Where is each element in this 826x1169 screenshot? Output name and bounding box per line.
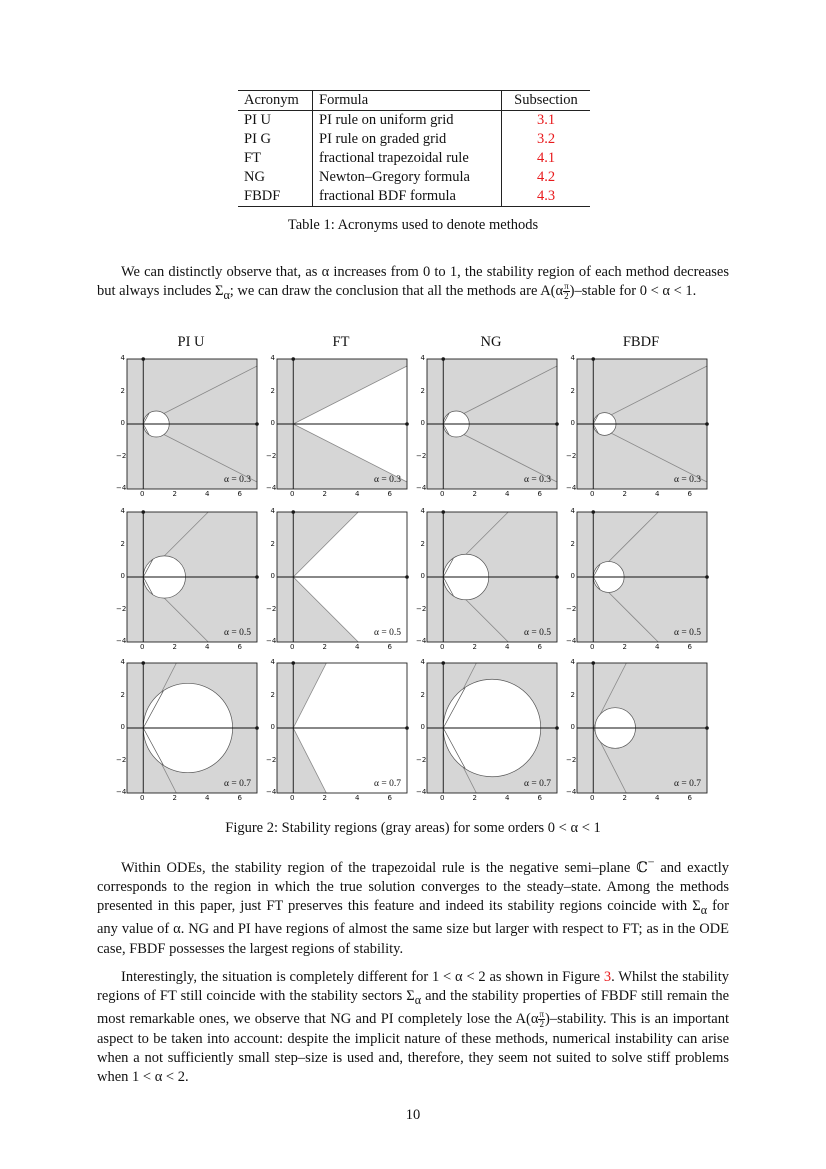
stability-plot (576, 511, 708, 643)
x-tick-label: 6 (537, 643, 542, 651)
x-tick-label: 6 (387, 794, 392, 802)
x-tick-label: 4 (205, 643, 210, 651)
x-tick-label: 0 (590, 490, 595, 498)
table-header-row (238, 91, 590, 111)
y-tick-label: 4 (120, 658, 125, 666)
table-cell-formula: fractional BDF formula (313, 187, 502, 207)
x-tick-label: 2 (622, 794, 627, 802)
alpha-label: α = 0.3 (674, 475, 701, 485)
y-tick-label: 0 (420, 419, 425, 427)
x-tick-label: 4 (505, 643, 510, 651)
stability-panel (566, 354, 706, 498)
table-cell-acronym: FBDF (238, 187, 313, 207)
text-run: Within ODEs, the stability region of the trapezoidal rule is the negative semi–plane ℂ (121, 859, 648, 876)
subsection-link[interactable]: 4.3 (536, 188, 556, 204)
y-tick-label: 0 (120, 419, 125, 427)
x-tick-label: 0 (290, 643, 295, 651)
table-cell-formula: PI rule on graded grid (313, 130, 502, 149)
stability-panel (416, 507, 556, 651)
y-tick-label: 2 (570, 539, 575, 548)
stability-panel (116, 658, 256, 802)
alpha-label: α = 0.7 (674, 779, 701, 789)
y-tick-label: 0 (570, 723, 575, 731)
table-header: Subsection (514, 92, 578, 108)
y-tick-label: 4 (420, 658, 425, 666)
y-tick-label: 4 (570, 658, 575, 666)
fraction-denominator: 2 (539, 1019, 544, 1030)
y-tick-label: −4 (416, 484, 427, 492)
subsection-link[interactable]: 3.1 (536, 112, 556, 128)
table-cell-formula: fractional trapezoidal rule (313, 149, 502, 168)
y-tick-label: 4 (270, 354, 275, 362)
x-tick-label: 0 (440, 794, 445, 802)
y-tick-label: −4 (116, 788, 127, 796)
text-run: and the stability properties of FBDF still remain the most remarkable ones, we observe that NG and PI completely lose the A(α (97, 988, 729, 1028)
x-tick-label: 4 (355, 794, 360, 802)
table-cell-formula: PI rule on uniform grid (313, 111, 502, 131)
y-tick-label: −2 (116, 451, 127, 460)
paragraph-ode-comparison (97, 853, 729, 959)
stability-panel (116, 354, 256, 498)
x-tick-label: 0 (140, 643, 145, 651)
y-tick-label: 2 (420, 386, 425, 395)
alpha-label: α = 0.3 (224, 475, 251, 485)
alpha-label: α = 0.7 (224, 779, 251, 789)
x-tick-label: 0 (590, 794, 595, 802)
x-tick-label: 4 (655, 643, 660, 651)
alpha-label: α = 0.3 (524, 475, 551, 485)
y-tick-label: 2 (270, 386, 275, 395)
figure-3-link[interactable]: 3 (603, 969, 612, 985)
y-tick-label: 4 (270, 507, 275, 515)
stability-plot (126, 662, 258, 794)
x-tick-label: 6 (687, 643, 692, 651)
y-tick-label: −2 (566, 604, 577, 613)
x-tick-label: 0 (590, 643, 595, 651)
y-tick-label: −2 (266, 755, 277, 764)
x-tick-label: 6 (537, 490, 542, 498)
subsection-link[interactable]: 4.1 (536, 150, 556, 166)
y-tick-label: 2 (420, 690, 425, 699)
y-tick-label: −2 (116, 755, 127, 764)
y-tick-label: 0 (420, 723, 425, 731)
x-tick-label: 2 (622, 643, 627, 651)
y-tick-label: −4 (116, 637, 127, 645)
text-run: Interestingly, the situation is completely different for 1 < α < 2 as shown in Figure (121, 969, 604, 985)
text-run: ; we can draw the conclusion that all the methods are A(α (229, 283, 564, 300)
y-tick-label: −4 (566, 637, 577, 645)
y-tick-label: 4 (570, 354, 575, 362)
y-tick-label: −4 (266, 637, 277, 645)
x-tick-label: 2 (172, 490, 177, 498)
y-tick-label: −4 (416, 788, 427, 796)
y-tick-label: 0 (270, 572, 275, 580)
stability-plot (426, 662, 558, 794)
stability-plot (126, 511, 258, 643)
y-tick-label: −2 (416, 604, 427, 613)
x-tick-label: 6 (387, 643, 392, 651)
y-tick-label: 2 (120, 690, 125, 699)
y-tick-label: 2 (570, 690, 575, 699)
stability-plot (576, 358, 708, 490)
x-tick-label: 2 (622, 490, 627, 498)
alpha-label: α = 0.5 (374, 628, 401, 638)
y-tick-label: −4 (266, 484, 277, 492)
table-cell-acronym: PI U (238, 111, 313, 131)
stability-plot (576, 662, 708, 794)
stability-plot (276, 662, 408, 794)
column-title: FT (332, 334, 350, 350)
stability-plot (426, 511, 558, 643)
stability-panel (266, 354, 406, 498)
x-tick-label: 4 (205, 490, 210, 498)
table-cell-formula: Newton–Gregory formula (313, 168, 502, 187)
y-tick-label: 4 (120, 354, 125, 362)
y-tick-label: 4 (570, 507, 575, 515)
x-tick-label: 2 (472, 794, 477, 802)
stability-panel (116, 507, 256, 651)
x-tick-label: 2 (172, 643, 177, 651)
table-row (238, 111, 590, 131)
y-tick-label: 0 (120, 572, 125, 580)
y-tick-label: −2 (416, 451, 427, 460)
y-tick-label: 4 (120, 507, 125, 515)
y-tick-label: −2 (266, 604, 277, 613)
x-tick-label: 2 (472, 643, 477, 651)
table-row (238, 130, 590, 149)
alpha-label: α = 0.5 (524, 628, 551, 638)
column-title: NG (480, 334, 502, 350)
stability-region-figure (100, 334, 740, 810)
y-tick-label: 0 (420, 572, 425, 580)
text-sub: α (414, 993, 422, 1008)
x-tick-label: 0 (140, 490, 145, 498)
alpha-label: α = 0.7 (374, 779, 401, 789)
x-tick-label: 6 (387, 490, 392, 498)
x-tick-label: 2 (472, 490, 477, 498)
y-tick-label: 2 (120, 386, 125, 395)
x-tick-label: 4 (505, 490, 510, 498)
x-tick-label: 2 (322, 490, 327, 498)
y-tick-label: −2 (266, 451, 277, 460)
y-tick-label: −4 (566, 788, 577, 796)
text-run: and exactly corresponds to the region in which the true solution converges to the steady–state. Among the methods presented in this paper, just FT preserves this feature and indeed its stability regions coincide with Σ (97, 859, 729, 915)
y-tick-label: −4 (116, 484, 127, 492)
x-tick-label: 2 (172, 794, 177, 802)
y-tick-label: −2 (566, 755, 577, 764)
y-tick-label: −2 (116, 604, 127, 613)
y-tick-label: 0 (270, 723, 275, 731)
y-tick-label: −4 (566, 484, 577, 492)
stability-plot (426, 358, 558, 490)
stability-panel (566, 507, 706, 651)
table-cell-acronym: PI G (238, 130, 313, 149)
alpha-label: α = 0.7 (524, 779, 551, 789)
subsection-link[interactable]: 3.2 (536, 131, 556, 147)
x-tick-label: 0 (290, 794, 295, 802)
y-tick-label: 2 (270, 539, 275, 548)
page-number: 10 (405, 1107, 421, 1123)
x-tick-label: 0 (140, 794, 145, 802)
x-tick-label: 4 (655, 490, 660, 498)
alpha-label: α = 0.5 (674, 628, 701, 638)
table-header: Acronym (238, 91, 313, 111)
y-tick-label: 0 (270, 419, 275, 427)
text-run: )–stability. This is an important aspect to be taken into account: despite the implicit nature of these methods, numerical instability can arise when a not sufficiently small step–size is used and, therefore, they seem not suited to solve stiff problems when 1 < α < 2. (97, 1011, 729, 1085)
text-run: for any value of α. NG and PI have regions of almost the same size but larger with respect to FT; as in the ODE case, FBDF possesses the largest regions of stability. (97, 898, 729, 957)
table-row (238, 187, 590, 207)
table-header: Formula (313, 91, 502, 111)
y-tick-label: −4 (416, 637, 427, 645)
stability-panel (266, 507, 406, 651)
stability-plot (276, 511, 408, 643)
y-tick-label: 2 (270, 690, 275, 699)
y-tick-label: 4 (270, 658, 275, 666)
x-tick-label: 4 (355, 490, 360, 498)
table-row (238, 149, 590, 168)
y-tick-label: 2 (120, 539, 125, 548)
text-sup: − (647, 855, 655, 869)
y-tick-label: −2 (566, 451, 577, 460)
y-tick-label: 2 (570, 386, 575, 395)
stability-panel (566, 658, 706, 802)
stability-panel (266, 658, 406, 802)
fraction-numerator: π (564, 281, 569, 292)
fraction-numerator: π (539, 1009, 545, 1020)
table-cell-acronym: NG (238, 168, 313, 187)
text-run: . Whilst the stability regions of FT still coincide with the stability sectors Σ (97, 969, 729, 1005)
x-tick-label: 4 (655, 794, 660, 802)
text-run: We can distinctly observe that, as α increases from 0 to 1, the stability region of each method decreases but always includes Σ (97, 264, 729, 300)
y-tick-label: −4 (266, 788, 277, 796)
text-sub: α (223, 288, 230, 303)
x-tick-label: 4 (505, 794, 510, 802)
x-tick-label: 6 (687, 794, 692, 802)
figure-caption: Figure 2: Stability regions (gray areas) for some orders 0 < α < 1 (225, 820, 601, 836)
alpha-label: α = 0.3 (374, 475, 401, 485)
text-run: )–stable for 0 < α < 1. (569, 283, 697, 300)
x-tick-label: 6 (537, 794, 542, 802)
x-tick-label: 6 (237, 643, 242, 651)
x-tick-label: 6 (237, 794, 242, 802)
y-tick-label: 2 (420, 539, 425, 548)
stability-panel (416, 354, 556, 498)
x-tick-label: 4 (205, 794, 210, 802)
acronym-table (238, 90, 590, 207)
y-tick-label: 0 (570, 419, 575, 427)
paragraph-higher-orders (97, 968, 729, 1087)
x-tick-label: 0 (290, 490, 295, 498)
stability-panel (416, 658, 556, 802)
x-tick-label: 2 (322, 794, 327, 802)
y-tick-label: 4 (420, 354, 425, 362)
x-tick-label: 2 (322, 643, 327, 651)
column-title: FBDF (622, 334, 660, 350)
x-tick-label: 6 (687, 490, 692, 498)
y-tick-label: 0 (120, 723, 125, 731)
fraction-denominator: 2 (564, 291, 569, 302)
y-tick-label: −2 (416, 755, 427, 764)
stability-plot (276, 358, 408, 490)
x-tick-label: 4 (355, 643, 360, 651)
text-sub: α (700, 903, 708, 918)
stability-plot (126, 358, 258, 490)
y-tick-label: 4 (420, 507, 425, 515)
column-title: PI U (177, 334, 205, 350)
subsection-link[interactable]: 4.2 (536, 169, 556, 185)
table-cell-acronym: FT (238, 149, 313, 168)
y-tick-label: 0 (570, 572, 575, 580)
x-tick-label: 0 (440, 490, 445, 498)
alpha-label: α = 0.5 (224, 628, 251, 638)
paragraph-stability-observation (97, 263, 729, 305)
x-tick-label: 6 (237, 490, 242, 498)
table-row (238, 168, 590, 187)
x-tick-label: 0 (440, 643, 445, 651)
table-caption: Table 1: Acronyms used to denote methods (287, 217, 539, 233)
